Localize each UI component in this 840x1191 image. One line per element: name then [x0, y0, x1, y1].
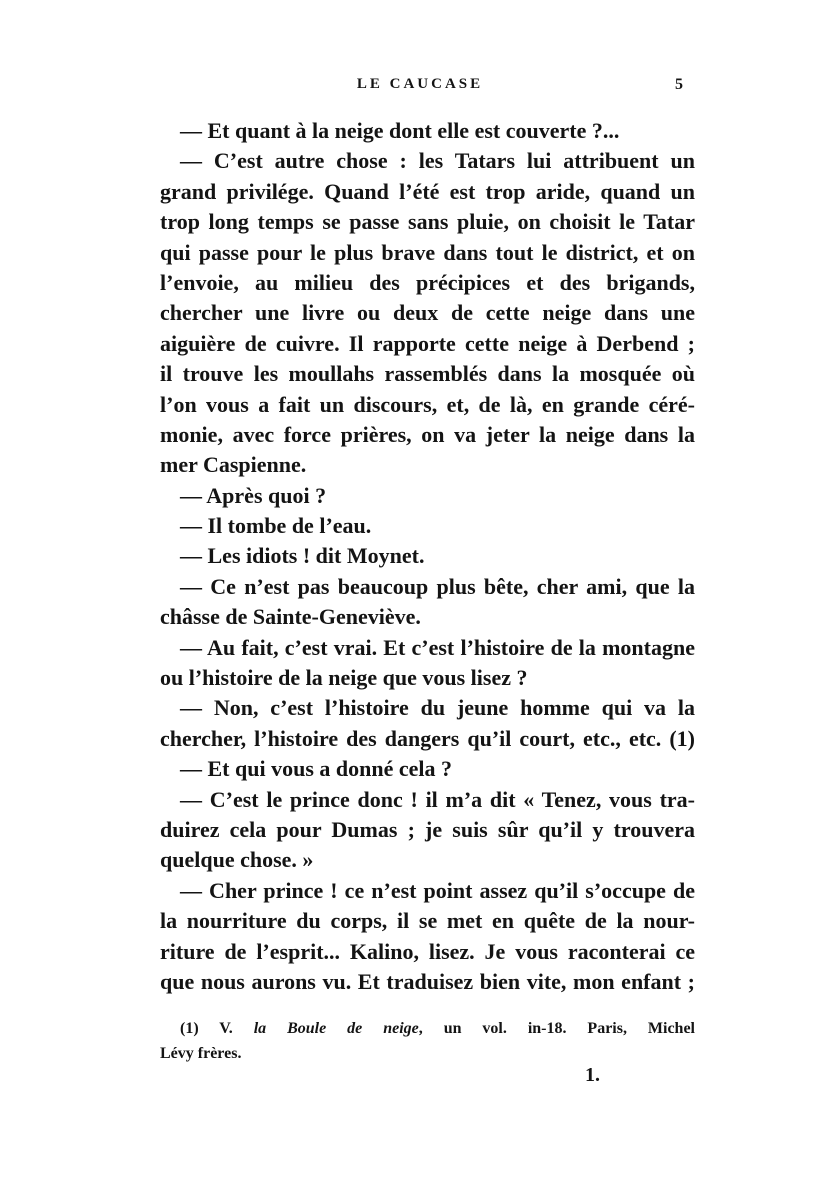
text-line: chercher, l’histoire des dangers qu’il court, etc., etc. (1) [160, 725, 695, 751]
running-title: LE CAUCASE [356, 76, 484, 92]
page-number: 5 [675, 76, 683, 93]
text-line: — Cher prince ! ce n’est point assez qu’il s’occupe de [180, 877, 695, 903]
text-line: trop long temps se passe sans pluie, on choisit le Tatar [160, 209, 695, 235]
running-head [0, 76, 840, 100]
text-line: ou l’histoire de la neige que vous lisez ? [160, 665, 528, 691]
text-line: l’on vous a fait un discours, et, de là, en grande céré- [160, 391, 695, 417]
text-line: qui passe pour le plus brave dans tout le district, et on [160, 239, 695, 265]
signature-mark: 1. [585, 1064, 600, 1086]
text-line: — Au fait, c’est vrai. Et c’est l’histoire de la montagne [180, 634, 695, 660]
text-line: que nous aurons vu. Et traduisez bien vite, mon enfant ; [160, 968, 695, 994]
text-line: riture de l’esprit... Kalino, lisez. Je vous raconterai ce [160, 938, 695, 964]
text-line: — Les idiots ! dit Moynet. [180, 543, 425, 569]
text-line: duirez cela pour Dumas ; je suis sûr qu’il y trouvera [160, 816, 695, 842]
text-line: chercher une livre ou deux de cette neige dans une [160, 300, 695, 326]
text-line: châsse de Sainte-Geneviève. [160, 604, 421, 630]
text-line: aiguière de cuivre. Il rapporte cette neige à Derbend ; [160, 330, 695, 356]
text-line: — C’est autre chose : les Tatars lui attribuent un [180, 148, 695, 174]
footnote [160, 1016, 695, 1066]
text-line: — Non, c’est l’histoire du jeune homme qui va la [180, 695, 695, 721]
text-line: la nourriture du corps, il se met en quête de la nour- [160, 908, 695, 934]
text-line: — Après quoi ? [180, 482, 327, 508]
text-line: il trouve les moullahs rassemblés dans la mosquée où [160, 361, 695, 387]
text-line: l’envoie, au milieu des précipices et des brigands, [160, 269, 695, 295]
footnote-line: (1) V. la Boule de neige, un vol. in-18. Paris, Michel [180, 1020, 695, 1037]
text-line: — Il tombe de l’eau. [180, 513, 372, 539]
text-line: — C’est le prince donc ! il m’a dit « Tenez, vous tra- [180, 786, 695, 812]
text-line: — Et quant à la neige dont elle est couverte ?... [180, 118, 620, 143]
text-line: grand privilége. Quand l’été est trop aride, quand un [160, 178, 695, 204]
text-line: monie, avec force prières, on va jeter la neige dans la [160, 421, 695, 447]
body-text [160, 116, 695, 997]
text-line: — Ce n’est pas beaucoup plus bête, cher ami, que la [180, 573, 695, 599]
text-line: — Et qui vous a donné cela ? [180, 756, 452, 782]
text-line: mer Caspienne. [160, 452, 307, 478]
footnote-line: Lévy frères. [160, 1045, 242, 1062]
footnote-book-title: la Boule de neige [253, 1020, 419, 1037]
text-line: quelque chose. » [160, 847, 314, 873]
